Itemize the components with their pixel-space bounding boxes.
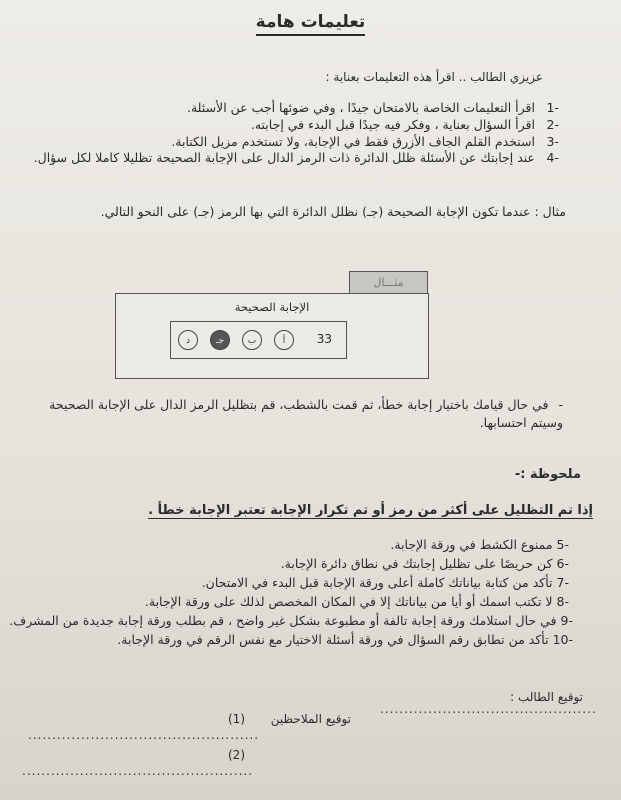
choice-bubble-a: أ <box>274 330 294 350</box>
choice-bubble-d: د <box>178 330 198 350</box>
question-number: 33 <box>316 332 332 346</box>
correction-note-continued: وسيتم احتسابها. <box>479 415 563 430</box>
rule-item: -10تأكد من تطابق رقم السؤال في ورقة أسئلة الاختيار مع نفس الرقم في ورقة الإجابة. <box>117 632 573 647</box>
instruction-item: -2اقرأ السؤال بعناية ، وفكر فيه جيدًا قبل البدء في إجابته. <box>250 117 559 132</box>
student-signature-line: ............................................. <box>380 702 597 716</box>
example-description: مثال : عندما تكون الإجابة الصحيحة (جـ) نظلل الدائرة التي بها الرمز (جـ) على النحو التالي. <box>100 204 566 219</box>
note-heading: ملحوظة :- <box>514 467 581 482</box>
observer-1-number: (1) <box>227 712 245 726</box>
rule-item: -9في حال استلامك ورقة إجابة تالفة أو مطبوعة بشكل غير واضح ، قم بطلب ورقة إجابة جديدة من المشرف. <box>9 613 573 628</box>
instruction-item: -3استخدم القلم الجاف الأزرق فقط في الإجابة، ولا تستخدم مزيل الكتابة. <box>171 134 559 149</box>
correction-note: -في حال قيامك باختيار إجابة خطأ، ثم قمت بالشطب، قم بتظليل الرمز الدال على الإجابة الصحيحة <box>49 397 563 412</box>
observer-2-number: (2) <box>227 748 245 762</box>
student-signature-label: توقيع الطالب : <box>510 690 583 704</box>
example-answer-box <box>115 293 429 379</box>
choice-bubble-b: ب <box>242 330 262 350</box>
observers-signature-label: توقيع الملاحظين <box>270 712 351 726</box>
instruction-item: -1اقرأ التعليمات الخاصة بالامتحان جيدًا ، وفي ضوئها أجب عن الأسئلة. <box>187 100 559 115</box>
observer-2-signature-line: ................................................ <box>22 764 254 778</box>
warning-text: إذا تم التظليل على أكثر من رمز أو تم تكرار الإجابة تعتبر الإجابة خطأ . <box>148 503 593 518</box>
instruction-item: -4عند إجابتك عن الأسئلة ظلل الدائرة ذات الرمز الدال على الإجابة الصحيحة تظليلا كاملا لكل سؤال. <box>33 150 559 165</box>
rule-item: -5ممنوع الكشط في ورقة الإجابة. <box>390 537 569 552</box>
rule-item: -6كن حريصًا على تظليل إجابتك في نطاق دائرة الإجابة. <box>280 556 569 571</box>
choice-bubble-c-filled: جـ <box>210 330 230 350</box>
greeting-line: عزيزي الطالب .. اقرأ هذه التعليمات بعناية : <box>325 70 543 84</box>
page-title: تعليمات هامة <box>0 12 621 32</box>
rule-item: -8لا تكتب اسمك أو أيا من بياناتك إلا في المكان المخصص لذلك على ورقة الإجابة. <box>144 594 569 609</box>
example-tab-label: مثـــال <box>349 271 428 295</box>
observer-1-signature-line: ................................................ <box>28 728 260 742</box>
correct-answer-caption: الإجابة الصحيحة <box>234 300 310 314</box>
rule-item: -7تأكد من كتابة بياناتك كاملة أعلى ورقة الإجابة قبل البدء في الامتحان. <box>201 575 569 590</box>
answer-row <box>170 321 347 359</box>
